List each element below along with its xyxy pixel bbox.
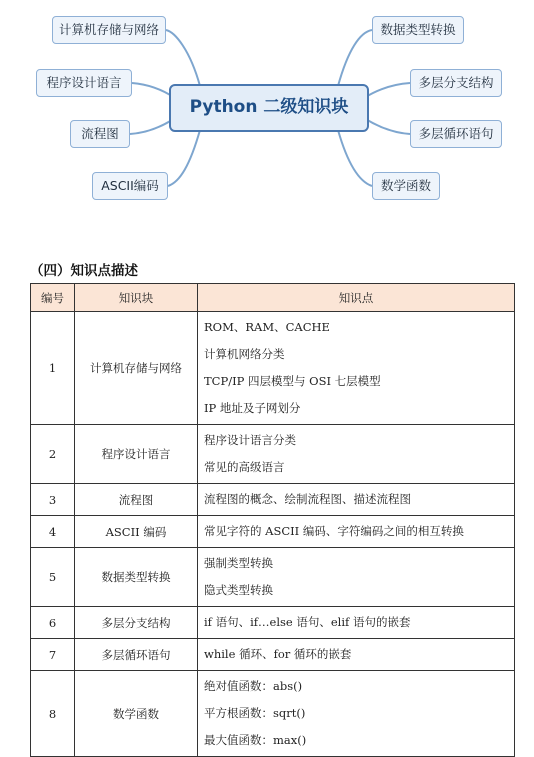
- knowledge-points: [198, 607, 515, 639]
- branch-line-right-2: [364, 83, 410, 98]
- knowledge-block: 程序设计语言: [75, 425, 198, 484]
- knowledge-point: ROM、RAM、CACHE: [204, 320, 330, 334]
- table-row: [31, 312, 515, 425]
- header-knowledge-block: 知识块: [75, 284, 198, 312]
- knowledge-point: 程序设计语言分类: [204, 433, 296, 447]
- row-number: 1: [31, 312, 75, 425]
- knowledge-points: [198, 639, 515, 671]
- knowledge-point: 最大值函数：max(): [204, 733, 307, 747]
- knowledge-points: [198, 516, 515, 548]
- knowledge-block: 多层循环语句: [75, 639, 198, 671]
- knowledge-points: [198, 671, 515, 757]
- row-number: 3: [31, 484, 75, 516]
- mindmap-center-node: Python 二级知识块: [169, 84, 369, 132]
- mindmap-node-left-1: 计算机存储与网络: [52, 16, 166, 44]
- row-number: 2: [31, 425, 75, 484]
- table-body: [31, 312, 515, 757]
- mindmap-node-left-2: 程序设计语言: [36, 69, 132, 97]
- header-number: 编号: [31, 284, 75, 312]
- knowledge-point: 绝对值函数：abs(): [204, 679, 303, 693]
- branch-line-right-3: [364, 118, 410, 134]
- branch-line-right-4: [338, 130, 372, 186]
- knowledge-points: [198, 484, 515, 516]
- mindmap-node-left-3: 流程图: [70, 120, 130, 148]
- knowledge-point: TCP/IP 四层模型与 OSI 七层模型: [204, 374, 381, 388]
- knowledge-points: [198, 548, 515, 607]
- knowledge-point: 计算机网络分类: [204, 347, 285, 361]
- knowledge-point: if 语句、if…else 语句、elif 语句的嵌套: [204, 615, 411, 629]
- mindmap-node-left-4: ASCII编码: [92, 172, 168, 200]
- knowledge-point: IP 地址及子网划分: [204, 401, 301, 415]
- table-row: [31, 671, 515, 757]
- knowledge-block: ASCII 编码: [75, 516, 198, 548]
- knowledge-points: [198, 312, 515, 425]
- branch-line-right-1: [338, 30, 372, 86]
- mindmap-node-right-2: 多层分支结构: [410, 69, 502, 97]
- table-row: [31, 607, 515, 639]
- table-row: [31, 639, 515, 671]
- knowledge-point: 流程图的概念、绘制流程图、描述流程图: [204, 492, 411, 506]
- knowledge-table: [30, 283, 515, 757]
- header-knowledge-points: 知识点: [198, 284, 515, 312]
- mindmap-node-right-4: 数学函数: [372, 172, 440, 200]
- knowledge-points: [198, 425, 515, 484]
- knowledge-block: 计算机存储与网络: [75, 312, 198, 425]
- table-header-row: [31, 284, 515, 312]
- knowledge-point: 常见的高级语言: [204, 460, 285, 474]
- table-row: [31, 516, 515, 548]
- branch-line-left-4: [168, 130, 200, 186]
- row-number: 5: [31, 548, 75, 607]
- row-number: 6: [31, 607, 75, 639]
- knowledge-point: while 循环、for 循环的嵌套: [204, 647, 352, 661]
- row-number: 7: [31, 639, 75, 671]
- row-number: 8: [31, 671, 75, 757]
- knowledge-point: 隐式类型转换: [204, 583, 273, 597]
- branch-line-left-1: [166, 30, 200, 86]
- section-title: （四）知识点描述: [30, 263, 138, 279]
- knowledge-point: 强制类型转换: [204, 556, 273, 570]
- mindmap-node-right-1: 数据类型转换: [372, 16, 464, 44]
- knowledge-block: 多层分支结构: [75, 607, 198, 639]
- knowledge-block: 数学函数: [75, 671, 198, 757]
- table-row: [31, 484, 515, 516]
- knowledge-point: 平方根函数：sqrt(): [204, 706, 306, 720]
- table-row: [31, 425, 515, 484]
- knowledge-point: 常见字符的 ASCII 编码、字符编码之间的相互转换: [204, 524, 464, 538]
- knowledge-block: 流程图: [75, 484, 198, 516]
- table-row: [31, 548, 515, 607]
- knowledge-block: 数据类型转换: [75, 548, 198, 607]
- row-number: 4: [31, 516, 75, 548]
- mindmap-node-right-3: 多层循环语句: [410, 120, 502, 148]
